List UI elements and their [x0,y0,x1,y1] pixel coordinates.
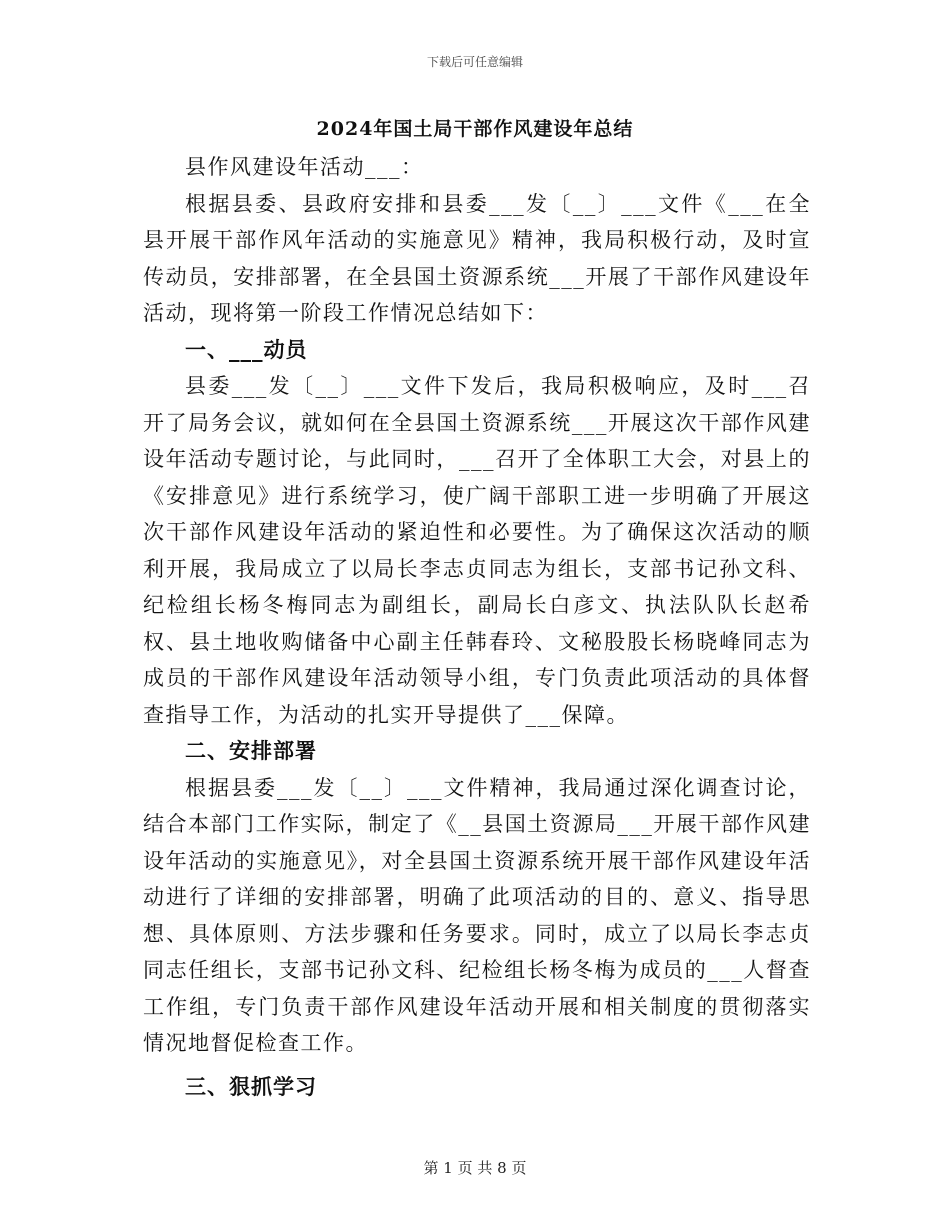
document-title: 2024年国土局干部作风建设年总结 [316,118,634,140]
section-heading-3: 三、狠抓学习 [185,1073,317,1099]
section-1-paragraph: 县委___发〔__〕___文件下发后，我局积极响应，及时___召开了局务会议，就如何在全县国土资源系统___开展这次干部作风建设年活动专题讨论，与此同时，___召开了全体职工大会，对县上的《安排意见》进行系统学习，使广阔干部职工进一步明确了开展这次干部作风建设年活动的紧迫性和必要性。为了确保这次活动的顺利开展，我局成立了以局长李志贞同志为组长，支部书记孙文科、纪检组长杨冬梅同志为副组长，副局长白彦文、执法队队长赵希权、县土地收购储备中心副主任韩春玲、文秘股股长杨晓峰同志为成员的干部作风建设年活动领导小组，专门负责此项活动的具体督查指导工作，为活动的扎实开导提供了___保障。 [143,374,811,727]
salutation-paragraph: 县作风建设年活动___： [185,155,424,179]
intro-paragraph: 根据县委、县政府安排和县委___发〔__〕___文件《___在全县开展干部作风年活动的实施意见》精神，我局积极行动，及时宣传动员，安排部署，在全县国土资源系统___开展了干部作风建设年活动，现将第一阶段工作情况总结如下： [143,191,811,325]
header-note: 下载后可任意编辑 [426,55,523,69]
section-heading-1: 一、___动员 [185,336,308,362]
section-2-paragraph: 根据县委___发〔__〕___文件精神，我局通过深化调查讨论，结合本部门工作实际，制定了《__县国土资源局___开展干部作风建设年活动的实施意见》，对全县国土资源系统开展干部作风建设年活动进行了详细的安排部署，明确了此项活动的目的、意义、指导思想、具体原则、方法步骤和任务要求。同时，成立了以局长李志贞同志任组长，支部书记孙文科、纪检组长杨冬梅为成员的___人督查工作组，专门负责干部作风建设年活动开展和相关制度的贯彻落实情况地督促检查工作。 [143,775,811,1055]
section-heading-2: 二、安排部署 [185,738,317,763]
page-footer: 第 1 页 共 8 页 [423,1159,527,1177]
document-body [143,149,811,1105]
